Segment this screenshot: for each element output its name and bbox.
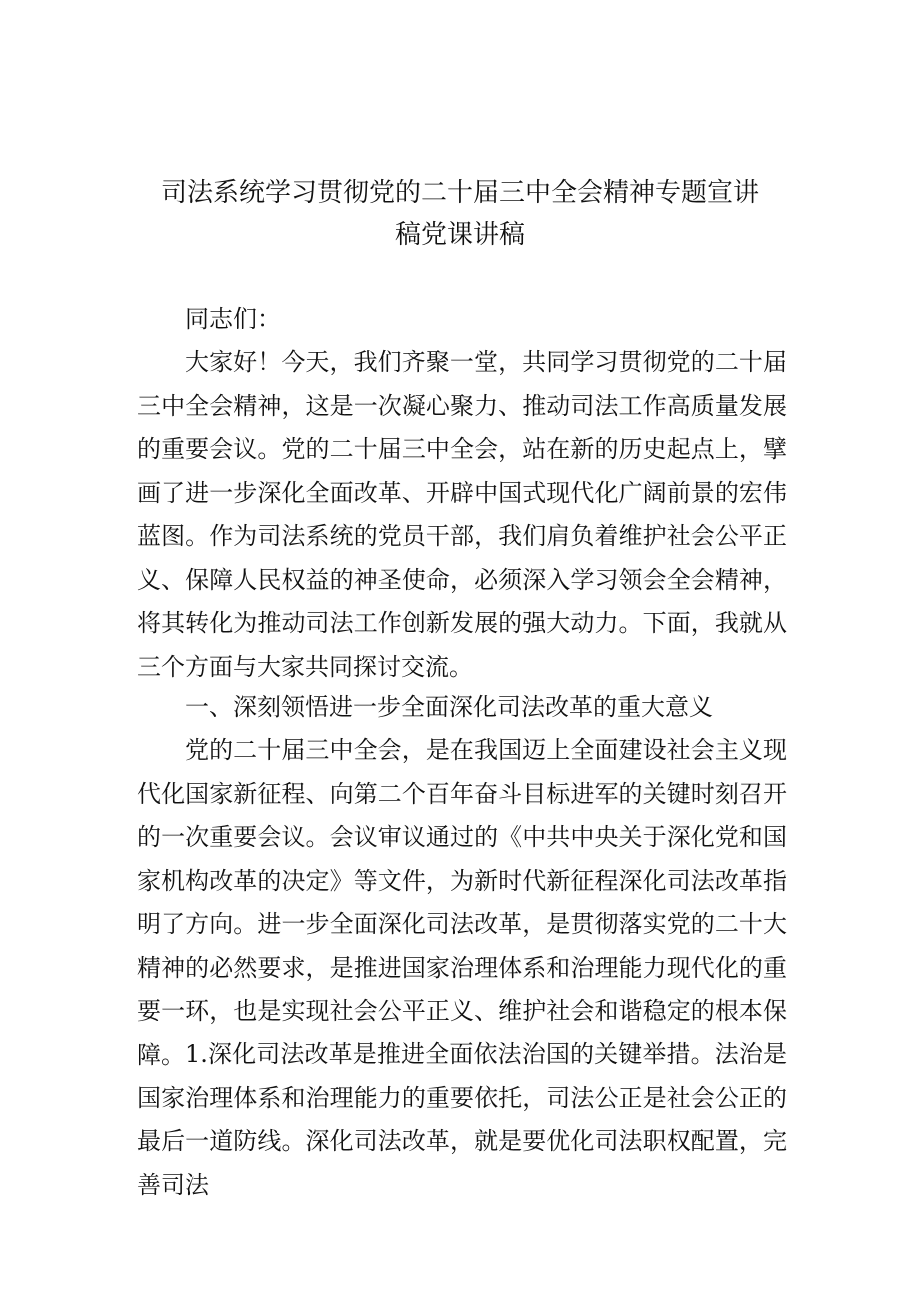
greeting: 同志们： bbox=[185, 305, 281, 333]
paragraph-point-1: 1.深化司法改革是推进全面依法治国的关键举措。法治是国家治理体系和治理能力的重要依托，司法公正是社会公正的最后一道防线。深化司法改革，就是要优化司法职权配置，完善司法 bbox=[137, 1040, 787, 1199]
section-heading-1: 一、深刻领悟进一步全面深化司法改革的重大意义 bbox=[185, 693, 713, 721]
paragraph-section-1: 党的二十届三中全会，是在我国迈上全面建设社会主义现代化国家新征程、向第二个百年奋斗目标进军的关键时刻召开的一次重要会议。会议审议通过的《中共中央关于深化党和国家机构改革的决定》等文件，为新时代新征程深化司法改革指明了方向。进一步全面深化司法改革，是贯彻落实党的二十大精神的必然要求，是推进国家治理体系和治理能力现代化的重要一环，也是实现社会公平正义、维护社会和谐稳定的根本保障。 bbox=[137, 736, 787, 1069]
document-title-line-2: 稿党课讲稿 bbox=[394, 220, 525, 250]
paragraph-intro: 大家好！今天，我们齐聚一堂，共同学习贯彻党的二十届三中全会精神，这是一次凝心聚力、推动司法工作高质量发展的重要会议。党的二十届三中全会，站在新的历史起点上，擘画了进一步深化全面改革、开辟中国式现代化广阔前景的宏伟蓝图。作为司法系统的党员干部，我们肩负着维护社会公平正义、保障人民权益的神圣使命，必须深入学习领会全会精神，将其转化为推动司法工作创新发展的强大动力。下面，我就从三个方面与大家共同探讨交流。 bbox=[137, 348, 787, 681]
document-title-line-1: 司法系统学习贯彻党的二十届三中全会精神专题宣讲 bbox=[160, 178, 759, 208]
